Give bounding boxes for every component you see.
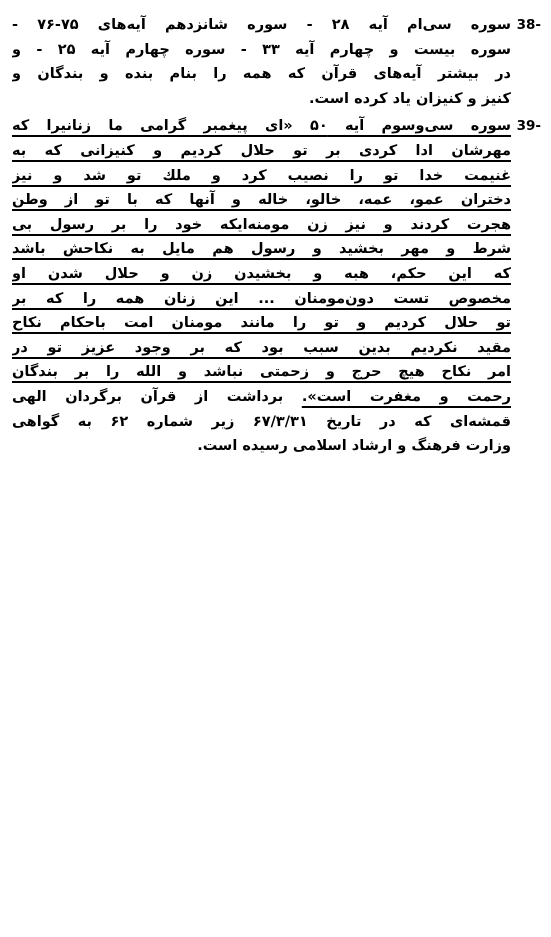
footnote-quoted-line: مخصوص تست دون‌مومنان ... این زنان همه را که بر <box>12 290 511 307</box>
footnote-text-line: کنیز و کنیزان یاد کرده است. <box>308 90 511 107</box>
footnote-quote-end: رحمت و مغفرت است». <box>301 388 511 405</box>
footnote-38 <box>12 13 541 111</box>
footnote-quoted-line: شرط و مهر بخشید و رسول هم مایل به نکاحش باشد <box>12 241 511 258</box>
footnote-quoted-line: مقید نکردیم بدین سبب بود که بر وجود عزیز تو در <box>12 339 511 356</box>
footnote-source-text: برداشت از قرآن برگردان الهی <box>12 388 302 405</box>
footnote-quoted-line: تو حلال کردیم و تو را مانند مومنان امت باحکام نکاح <box>12 315 511 332</box>
footnote-text-line: در بیشتر آیه‌های قرآن که همه را بنام بنده و بندگان و <box>12 66 511 83</box>
footnote-number: 38- <box>516 17 541 33</box>
footnote-quoted-line: غنیمت خدا تو را نصیب کرد و ملك تو شد و نیز <box>12 167 511 184</box>
footnote-quoted-line: مهرشان ادا کردی بر تو حلال کردیم و کنیزانی که به <box>12 142 511 159</box>
footnote-quoted-line: امر نکاح هیچ حرج و زحمتی نباشد و الله را بر بندگان <box>12 364 511 381</box>
footnote-39 <box>12 114 541 458</box>
footnote-text-line: قمشه‌ای که در تاریخ ۶۷/۳/۳۱ زیر شماره ۶۲ به گواهی <box>12 413 511 430</box>
footnote-text-line: وزارت فرهنگ و ارشاد اسلامی رسیده است. <box>197 438 511 455</box>
footnote-quoted-line: دختران عمو، عمه، خالو، خاله و آنها که با تو از وطن <box>12 192 511 209</box>
footnote-text-line: سوره سی‌ام آیه ۲۸ - سوره شانزدهم آیه‌های ۷۵-۷۶ - <box>12 17 511 33</box>
footnote-quoted-line: هجرت کردند و نیز زن مومنه‌ایکه خود را بر رسول بی <box>12 216 511 233</box>
footnote-number: 39- <box>516 118 541 135</box>
footnote-mixed-line <box>12 385 511 410</box>
footnote-quoted-line: که این حکم، هبه و بخشیدن زن و حلال شدن او <box>12 265 511 282</box>
footnote-quoted-line: سوره سی‌وسوم آیه ۵۰ «ای پیغمبر گرامی ما زنانیرا که <box>12 118 511 135</box>
footnote-text-line: سوره بیست و چهارم آیه ۳۳ - سوره چهارم آیه ۲۵ - و <box>12 41 511 58</box>
